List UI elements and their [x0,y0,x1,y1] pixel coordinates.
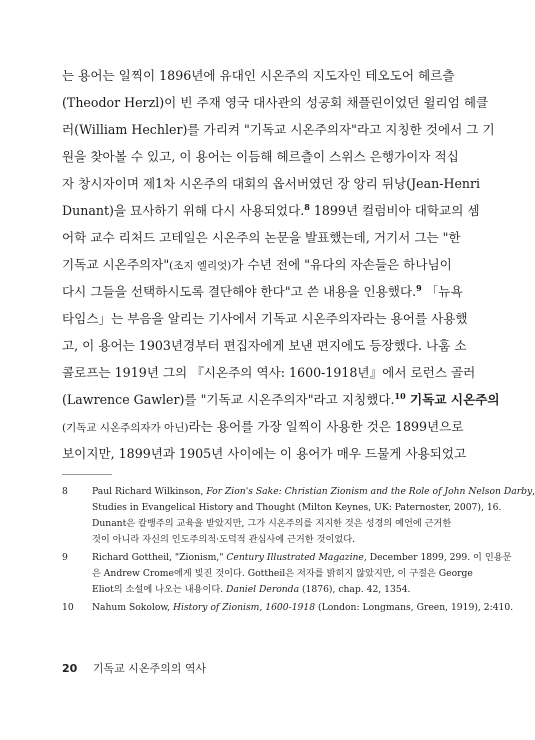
main-text [62,62,500,467]
text-segment: Paul Richard Wilkinson, [92,486,207,497]
citation-title: History of Zionism, 1600-1918 [173,602,316,613]
footnotes [62,484,535,618]
text-segment: 「뉴욕 [421,284,463,299]
citation-title: For Zion's Sake: Christian Zionism and the Role of John Nelson Darby [206,486,533,497]
text-line [62,413,464,440]
footnote-8 [62,484,535,548]
text-segment: Eliot의 소설에 나오는 내용이다. [92,584,227,595]
footnote-number: 8 [62,486,68,497]
text-line [62,278,463,305]
text-line: 보이지만, 1899년과 1905년 사이에는 이 용어가 매우 드물게 사용되었고 [62,446,467,461]
text-segment: (London: Longmans, Green, 1919), 2:410. [315,602,514,613]
running-title: 기독교 시온주의의 역사 [92,662,207,675]
text-line [62,197,480,224]
footnote-line: 은 Andrew Crome에게 빚진 것이다. Gottheil은 저자를 밝히지 않았지만, 이 구절은 George [92,568,473,579]
text-aside: (기독교 시온주의자가 아닌) [62,422,189,434]
text-segment: Dunant)을 묘사하기 위해 다시 사용되었다. [62,203,305,218]
footnote-9 [62,550,512,598]
page-number: 20 [62,662,78,675]
text-line [62,251,452,278]
citation-title: Daniel Deronda [226,584,300,595]
text-segment: , [532,486,535,497]
text-aside: (조지 엘리엇) [169,260,232,272]
text-line: 러(William Hechler)를 가리켜 "기독교 시온주의자"라고 지칭한 것에서 그 기 [62,122,495,137]
text-segment: 가 수년 전에 "유다의 자손들은 하나님이 [231,257,452,272]
text-segment: (1876), chap. 42, 1354. [299,584,411,595]
footnote-line [92,600,514,616]
footnote-number: 10 [62,602,74,613]
text-segment-bold: 기독교 시온주의 [405,392,500,407]
text-segment: , December 1899, 299. 이 인용문 [363,552,512,563]
text-segment: 1899년 컬럼비아 대학교의 셈 [309,203,480,218]
text-segment: 라는 용어를 가장 일찍이 사용한 것은 1899년으로 [188,419,464,434]
footnote-10 [62,600,514,616]
footnote-line [92,484,535,500]
text-line: (Theodor Herzl)이 빈 주재 영국 대사관의 성공회 채플린이었던 윌리엄 헤클 [62,95,489,110]
footnote-line: Studies in Evangelical History and Thought (Milton Keynes, UK: Paternoster, 2007), 16. [92,502,502,513]
footnote-line [92,550,512,566]
footnote-line: Dunant은 칼뱅주의 교육을 받았지만, 그가 시온주의를 지지한 것은 성경의 예언에 근거한 [92,518,452,529]
text-line: 는 용어는 일찍이 1896년에 유대인 시온주의 지도자인 테오도어 헤르츨 [62,68,455,83]
text-segment: Nahum Sokolow, [92,602,173,613]
text-line: 어학 교수 리처드 고테일은 시온주의 논문을 발표했는데, 거기서 그는 "한 [62,230,461,245]
footnote-line [92,582,444,598]
footnote-ref-9[interactable]: 9 [416,282,422,293]
text-segment: 다시 그들을 선택하시도록 결단해야 한다"고 쓴 내용을 인용했다. [62,284,417,299]
text-line: 자 창시자이며 제1차 시온주의 대회의 옵서버였던 장 앙리 뒤낭(Jean-Henri [62,176,481,191]
footnote-ref-10[interactable]: 10 [394,390,406,401]
footnote-line: 것이 아니라 자신의 인도주의적·도덕적 관심사에 근거한 것이었다. [92,534,355,545]
text-line: 타임스」는 부음을 알리는 기사에서 기독교 시온주의자라는 용어를 사용했 [62,311,468,326]
text-line: 원을 찾아볼 수 있고, 이 용어는 이듬해 헤르츨이 스위스 은행가이자 적십 [62,149,459,164]
page-footer [62,660,206,676]
footnote-number: 9 [62,552,68,563]
footnote-divider [62,474,112,475]
text-segment: 기독교 시온주의자" [62,257,170,272]
text-line [62,386,500,413]
footnote-ref-8[interactable]: 8 [304,201,310,212]
citation-title: Century Illustrated Magazine [226,552,364,563]
text-segment: Richard Gottheil, "Zionism," [92,552,227,563]
text-segment: (Lawrence Gawler)를 "기독교 시온주의자"라고 지칭했다. [62,392,395,407]
text-line: 고, 이 용어는 1903년경부터 편집자에게 보낸 편지에도 등장했다. 나훔 소 [62,338,467,353]
text-line: 콜로프는 1919년 그의 『시온주의 역사: 1600-1918년』에서 로런스 골러 [62,365,476,380]
